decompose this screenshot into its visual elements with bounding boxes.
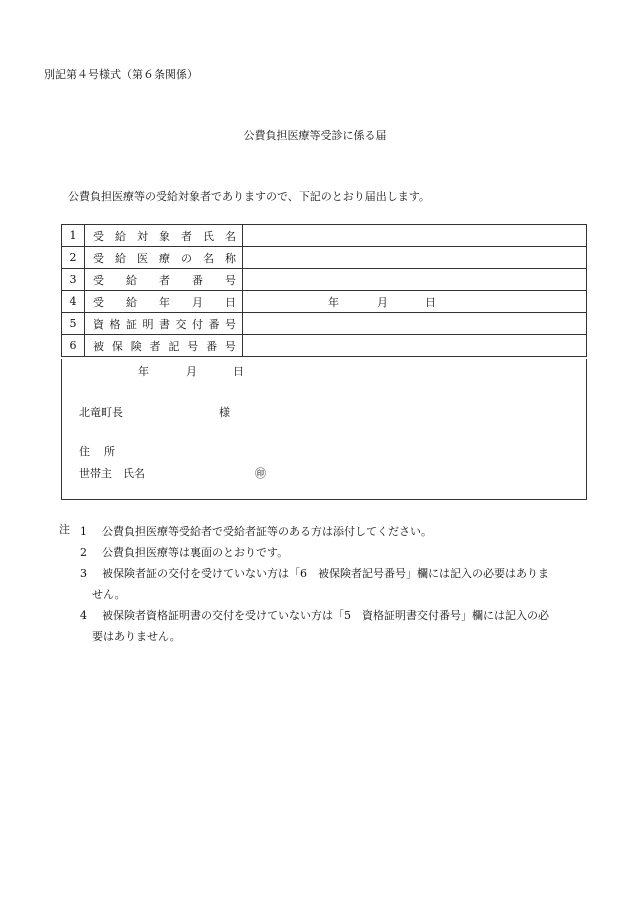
row-value-field[interactable] (243, 247, 587, 269)
row-number: 4 (62, 291, 85, 313)
form-row (62, 269, 587, 291)
note-number: 2 (80, 546, 87, 559)
signature-month: 月 (186, 365, 197, 378)
receipt-date-day: 日 (425, 296, 436, 309)
row-label-char: 号 (225, 273, 236, 287)
row-label-char: 対 (137, 229, 148, 243)
row-value-field[interactable] (243, 269, 587, 291)
honorific-label: 様 (219, 406, 230, 419)
row-label-char: 番 (206, 339, 218, 353)
row-label-char: 者 (159, 273, 170, 287)
address-label (79, 443, 115, 459)
mayor-label: 北竜町長 (79, 406, 123, 419)
signature-day: 日 (233, 365, 244, 378)
row-value-field[interactable] (243, 225, 587, 247)
form-row (62, 313, 587, 335)
row-label-char: 月 (192, 295, 203, 309)
row-label-char: 療 (159, 251, 170, 265)
note-number: 4 (80, 609, 87, 622)
row-number: 6 (62, 335, 85, 357)
note-continuation: せん。 (92, 588, 126, 601)
note-item (80, 542, 580, 563)
row-label-char: 称 (225, 251, 236, 265)
row-label-char: の (181, 251, 192, 265)
row-label-char: 受 (93, 251, 104, 265)
row-label-char: 者 (149, 339, 161, 353)
form-row (62, 247, 587, 269)
note-number: 1 (80, 525, 87, 538)
row-label-char: 明 (142, 317, 154, 331)
row-value-field[interactable] (243, 313, 587, 335)
row-label-char: 受 (93, 229, 104, 243)
row-value-field[interactable] (243, 335, 587, 357)
row-label-char: 者 (181, 229, 192, 243)
row-number: 5 (62, 313, 85, 335)
form-row (62, 291, 587, 313)
row-label-char: 名 (203, 251, 214, 265)
row-label-char: 年 (159, 295, 170, 309)
note-text: 被保険者資格証明書の交付を受けていない方は「5 資格証明書交付番号」欄には記入の必 (102, 609, 549, 622)
row-label-char: 医 (137, 251, 148, 265)
row-label-char: 付 (192, 317, 203, 331)
row-number: 3 (62, 269, 85, 291)
row-label (85, 269, 243, 291)
row-label-char: 象 (159, 229, 170, 243)
row-label-char: 番 (192, 273, 203, 287)
row-label-char: 格 (109, 317, 121, 331)
row-label-char: 氏 (203, 229, 214, 243)
intro-text: 公費負担医療等の受給対象者でありますので、下記のとおり届出します。 (68, 190, 430, 203)
row-label-char: 受 (93, 273, 104, 287)
notes-mark: 注 (59, 523, 70, 536)
row-value-field[interactable] (243, 291, 587, 313)
row-label-char: 名 (225, 229, 236, 243)
row-label-char: 被 (93, 339, 104, 353)
row-label-char: 資 (93, 317, 104, 331)
row-label (85, 247, 243, 269)
row-label (85, 335, 243, 357)
row-label-char: 号 (187, 339, 199, 353)
row-label-char: 交 (175, 317, 187, 331)
row-label-char: 給 (126, 295, 137, 309)
row-label-char: 保 (111, 339, 123, 353)
row-label (85, 225, 243, 247)
note-number: 3 (80, 567, 87, 580)
row-label-char: 番 (208, 317, 220, 331)
row-label-char: 書 (159, 317, 170, 331)
signature-box (61, 359, 587, 500)
row-label-char: 日 (225, 295, 236, 309)
row-label-char: 号 (224, 339, 236, 353)
form-table (61, 224, 587, 357)
address-label-char-1: 住 (79, 445, 90, 458)
note-text: 被保険者証の交付を受けていない方は「6 被保険者記号番号」欄には記入の必要はありま (102, 567, 549, 580)
signature-year: 年 (138, 365, 149, 378)
row-label (85, 291, 243, 313)
row-label-char: 号 (225, 317, 236, 331)
note-item (80, 605, 580, 647)
form-row (62, 225, 587, 247)
row-label-char: 給 (115, 251, 126, 265)
document-title: 公費負担医療等受診に係る届 (243, 129, 387, 142)
row-label-char: 険 (130, 339, 142, 353)
note-item (80, 563, 580, 605)
row-label (85, 313, 243, 335)
receipt-date-month: 月 (377, 296, 388, 309)
form-id: 別記第４号様式（第６条関係） (44, 68, 198, 81)
row-label-char: 給 (126, 273, 137, 287)
row-label-char: 記 (168, 339, 180, 353)
row-number: 1 (62, 225, 85, 247)
seal-mark: ㊞ (255, 467, 266, 480)
row-label-char: 給 (115, 229, 126, 243)
note-item (80, 521, 580, 542)
receipt-date-year: 年 (328, 296, 339, 309)
household-head-name-label: 世帯主 氏名 (79, 467, 145, 480)
form-row (62, 335, 587, 357)
row-label-char: 証 (126, 317, 137, 331)
address-label-char-2: 所 (104, 445, 115, 458)
row-number: 2 (62, 247, 85, 269)
note-text: 公費負担医療等受給者で受給者証等のある方は添付してください。 (102, 525, 432, 538)
note-text: 公費負担医療等は裏面のとおりです。 (102, 546, 289, 559)
note-continuation: 要はありません。 (92, 630, 181, 643)
row-label-char: 受 (93, 295, 104, 309)
